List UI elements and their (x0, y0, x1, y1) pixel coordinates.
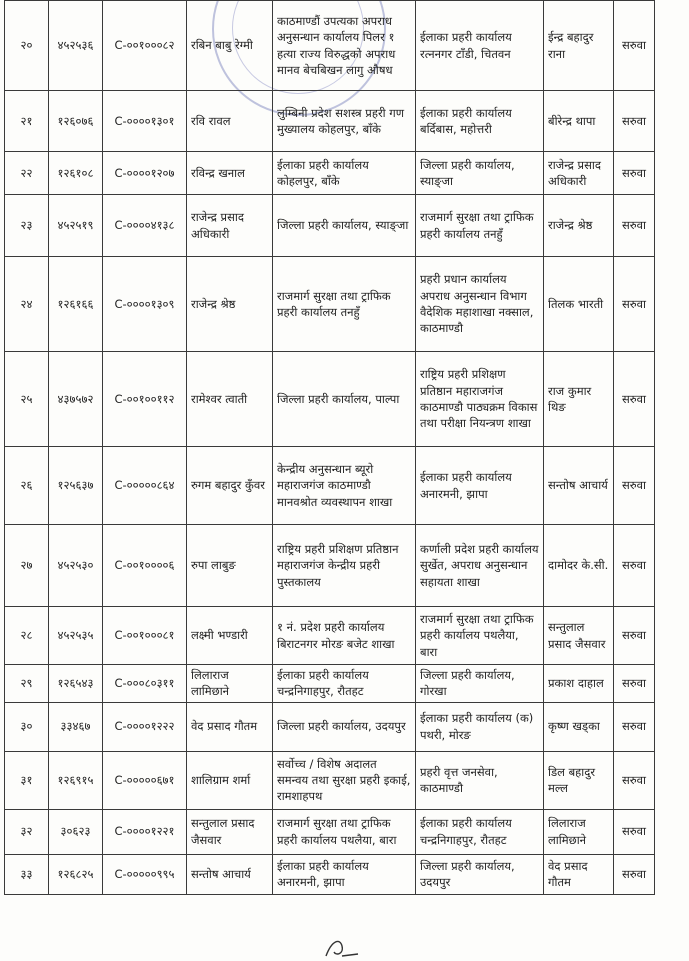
swap-employee: कृष्ण खड्का (544, 702, 614, 751)
personnel-code: C-०००८०३११ (103, 665, 187, 703)
swap-employee: वेद प्रसाद गौतम (544, 854, 614, 894)
table-row (5, 91, 655, 152)
transfer-office: ईलाका प्रहरी कार्यालय बर्दिबास, महोत्तरी (416, 91, 544, 152)
status-text: सरुवा (614, 352, 655, 447)
transfer-office: राजमार्ग सुरक्षा तथा ट्राफिक प्रहरी कार्यालय तनहुँ (416, 195, 544, 257)
personnel-code: C-०००००९९५ (103, 854, 187, 894)
personnel-code: C-००१०००८२ (103, 1, 187, 91)
current-office: ईलाका प्रहरी कार्यालय अनारमनी, झापा (273, 854, 416, 894)
serial-number: २९ (5, 665, 49, 703)
swap-employee: राज कुमार थिङ (544, 352, 614, 447)
current-office: सर्वोच्च / विशेष अदालत समन्वय तथा सुरक्षा प्रहरी इकाई, रामशाहपथ (273, 751, 416, 809)
employee-id: ३३४६७ (49, 702, 103, 751)
current-office: ईलाका प्रहरी कार्यालय चन्द्रनिगाहपुर, रौतहट (273, 665, 416, 703)
serial-number: २४ (5, 257, 49, 352)
table-row (5, 195, 655, 257)
swap-employee: राजेन्द्र श्रेष्ठ (544, 195, 614, 257)
table-row (5, 257, 655, 352)
transfer-office: कर्णाली प्रदेश प्रहरी कार्यालय सुर्खेत, अपराध अनुसन्धान सहायता शाखा (416, 525, 544, 607)
employee-name: रबिन बाबु रेग्मी (187, 1, 273, 91)
swap-employee: डिल बहादुर मल्ल (544, 751, 614, 809)
employee-id: ३०६२३ (49, 809, 103, 854)
current-office: केन्द्रीय अनुसन्धान ब्यूरो महाराजगंज काठमाण्डौ मानवश्रोत व्यवस्थापन शाखा (273, 447, 416, 525)
serial-number: २८ (5, 607, 49, 665)
transfer-office: ईलाका प्रहरी कार्यालय चन्द्रनिगाहपुर, रौतहट (416, 809, 544, 854)
employee-name: रुगम बहादुर कुँवर (187, 447, 273, 525)
signature-mark (322, 936, 362, 960)
employee-id: १२५६३७ (49, 447, 103, 525)
serial-number: २६ (5, 447, 49, 525)
status-text: सरुवा (614, 91, 655, 152)
table-row (5, 607, 655, 665)
employee-id: ४५२५३० (49, 525, 103, 607)
swap-employee: सन्तोष आचार्य (544, 447, 614, 525)
employee-id: १२६१०८ (49, 152, 103, 195)
status-text: सरुवा (614, 195, 655, 257)
transfer-office: जिल्ला प्रहरी कार्यालय, उदयपुर (416, 854, 544, 894)
transfer-table (4, 0, 655, 895)
status-text: सरुवा (614, 665, 655, 703)
current-office: जिल्ला प्रहरी कार्यालय, स्याङ्जा (273, 195, 416, 257)
status-text: सरुवा (614, 1, 655, 91)
current-office: जिल्ला प्रहरी कार्यालय, उदयपुर (273, 702, 416, 751)
personnel-code: C-००००१२२२ (103, 702, 187, 751)
current-office: लुम्बिनी प्रदेश सशस्त्र प्रहरी गण मुख्यालय कोहलपुर, बाँके (273, 91, 416, 152)
transfer-office: राजमार्ग सुरक्षा तथा ट्राफिक प्रहरी कार्यालय पथलैया, बारा (416, 607, 544, 665)
swap-employee: सन्तुलाल प्रसाद जैसवार (544, 607, 614, 665)
employee-id: ४५२५३५ (49, 607, 103, 665)
status-text: सरुवा (614, 257, 655, 352)
swap-employee: तिलक भारती (544, 257, 614, 352)
transfer-office: ईलाका प्रहरी कार्यालय (क) पथरी, मोरङ (416, 702, 544, 751)
swap-employee: लिलाराज लामिछाने (544, 809, 614, 854)
serial-number: २५ (5, 352, 49, 447)
employee-name: रवि रावल (187, 91, 273, 152)
employee-id: १२६५४३ (49, 665, 103, 703)
personnel-code: C-००१००००६ (103, 525, 187, 607)
serial-number: ३० (5, 702, 49, 751)
employee-id: १२६८२५ (49, 854, 103, 894)
transfer-office: प्रहरी वृत्त जनसेवा, काठमाण्डौ (416, 751, 544, 809)
table-row (5, 152, 655, 195)
swap-employee: प्रकाश दाहाल (544, 665, 614, 703)
table-row (5, 702, 655, 751)
employee-name: लिलाराज लामिछाने (187, 665, 273, 703)
current-office: राजमार्ग सुरक्षा तथा ट्राफिक प्रहरी कार्यालय पथलैया, बारा (273, 809, 416, 854)
employee-name: राजेन्द्र श्रेष्ठ (187, 257, 273, 352)
employee-id: ४३७५७२ (49, 352, 103, 447)
serial-number: ३२ (5, 809, 49, 854)
table-row (5, 809, 655, 854)
serial-number: ३१ (5, 751, 49, 809)
employee-id: १२६९१५ (49, 751, 103, 809)
personnel-code: C-००००१२२१ (103, 809, 187, 854)
swap-employee: ईन्द्र बहादुर राना (544, 1, 614, 91)
personnel-code: C-००००१३०१ (103, 91, 187, 152)
personnel-code: C-०००००८६४ (103, 447, 187, 525)
employee-name: वेद प्रसाद गौतम (187, 702, 273, 751)
personnel-code: C-००००४१३८ (103, 195, 187, 257)
status-text: सरुवा (614, 809, 655, 854)
employee-name: रविन्द्र खनाल (187, 152, 273, 195)
status-text: सरुवा (614, 702, 655, 751)
table-row (5, 1, 655, 91)
status-text: सरुवा (614, 854, 655, 894)
swap-employee: राजेन्द्र प्रसाद अधिकारी (544, 152, 614, 195)
status-text: सरुवा (614, 447, 655, 525)
employee-name: रुपा लाबुङ (187, 525, 273, 607)
personnel-code: C-००००१२०७ (103, 152, 187, 195)
transfer-office: प्रहरी प्रधान कार्यालय अपराध अनुसन्धान विभाग वैदेशिक महाशाखा नक्साल, काठमाण्डौ (416, 257, 544, 352)
employee-id: ४५२५३६ (49, 1, 103, 91)
status-text: सरुवा (614, 751, 655, 809)
personnel-code: C-००१००११२ (103, 352, 187, 447)
table-row (5, 352, 655, 447)
personnel-code: C-००००१३०९ (103, 257, 187, 352)
employee-id: ४५२५१९ (49, 195, 103, 257)
status-text: सरुवा (614, 152, 655, 195)
current-office: जिल्ला प्रहरी कार्यालय, पाल्पा (273, 352, 416, 447)
current-office: काठमाण्डौं उपत्यका अपराध अनुसन्धान कार्यालय पिलर १ हत्या राज्य विरुद्धको अपराध मानव बेचबिखन लागु औषध (273, 1, 416, 91)
transfer-office: राष्ट्रिय प्रहरी प्रशिक्षण प्रतिष्ठान महाराजगंज काठमाण्डौ पाठ्यक्रम विकास तथा परीक्षा नियन्त्रण शाखा (416, 352, 544, 447)
transfer-office: ईलाका प्रहरी कार्यालय रत्ननगर टाँडी, चितवन (416, 1, 544, 91)
swap-employee: दामोदर के.सी. (544, 525, 614, 607)
transfer-office: जिल्ला प्रहरी कार्यालय, स्याङ्जा (416, 152, 544, 195)
table-row (5, 854, 655, 894)
serial-number: ३३ (5, 854, 49, 894)
employee-name: लक्ष्मी भण्डारी (187, 607, 273, 665)
transfer-office: जिल्ला प्रहरी कार्यालय, गोरखा (416, 665, 544, 703)
current-office: १ नं. प्रदेश प्रहरी कार्यालय बिराटनगर मोरङ बजेट शाखा (273, 607, 416, 665)
status-text: सरुवा (614, 525, 655, 607)
serial-number: २० (5, 1, 49, 91)
current-office: राष्ट्रिय प्रहरी प्रशिक्षण प्रतिष्ठान महाराजगंज केन्द्रीय प्रहरी पुस्तकालय (273, 525, 416, 607)
personnel-code: C-००१०००८१ (103, 607, 187, 665)
employee-id: १२६१६६ (49, 257, 103, 352)
serial-number: २२ (5, 152, 49, 195)
serial-number: २३ (5, 195, 49, 257)
current-office: ईलाका प्रहरी कार्यालय कोहलपुर, बाँके (273, 152, 416, 195)
serial-number: २७ (5, 525, 49, 607)
table-row (5, 525, 655, 607)
employee-name: राजेन्द्र प्रसाद अधिकारी (187, 195, 273, 257)
transfer-office: ईलाका प्रहरी कार्यालय अनारमनी, झापा (416, 447, 544, 525)
employee-name: शालिग्राम शर्मा (187, 751, 273, 809)
employee-name: रामेश्वर त्वाती (187, 352, 273, 447)
employee-id: १२६०७६ (49, 91, 103, 152)
table-row (5, 665, 655, 703)
employee-name: सन्तोष आचार्य (187, 854, 273, 894)
swap-employee: बीरेन्द्र थापा (544, 91, 614, 152)
current-office: राजमार्ग सुरक्षा तथा ट्राफिक प्रहरी कार्यालय तनहुँ (273, 257, 416, 352)
table-row (5, 447, 655, 525)
serial-number: २१ (5, 91, 49, 152)
personnel-code: C-०००००६७१ (103, 751, 187, 809)
employee-name: सन्तुलाल प्रसाद जैसवार (187, 809, 273, 854)
status-text: सरुवा (614, 607, 655, 665)
table-row (5, 751, 655, 809)
